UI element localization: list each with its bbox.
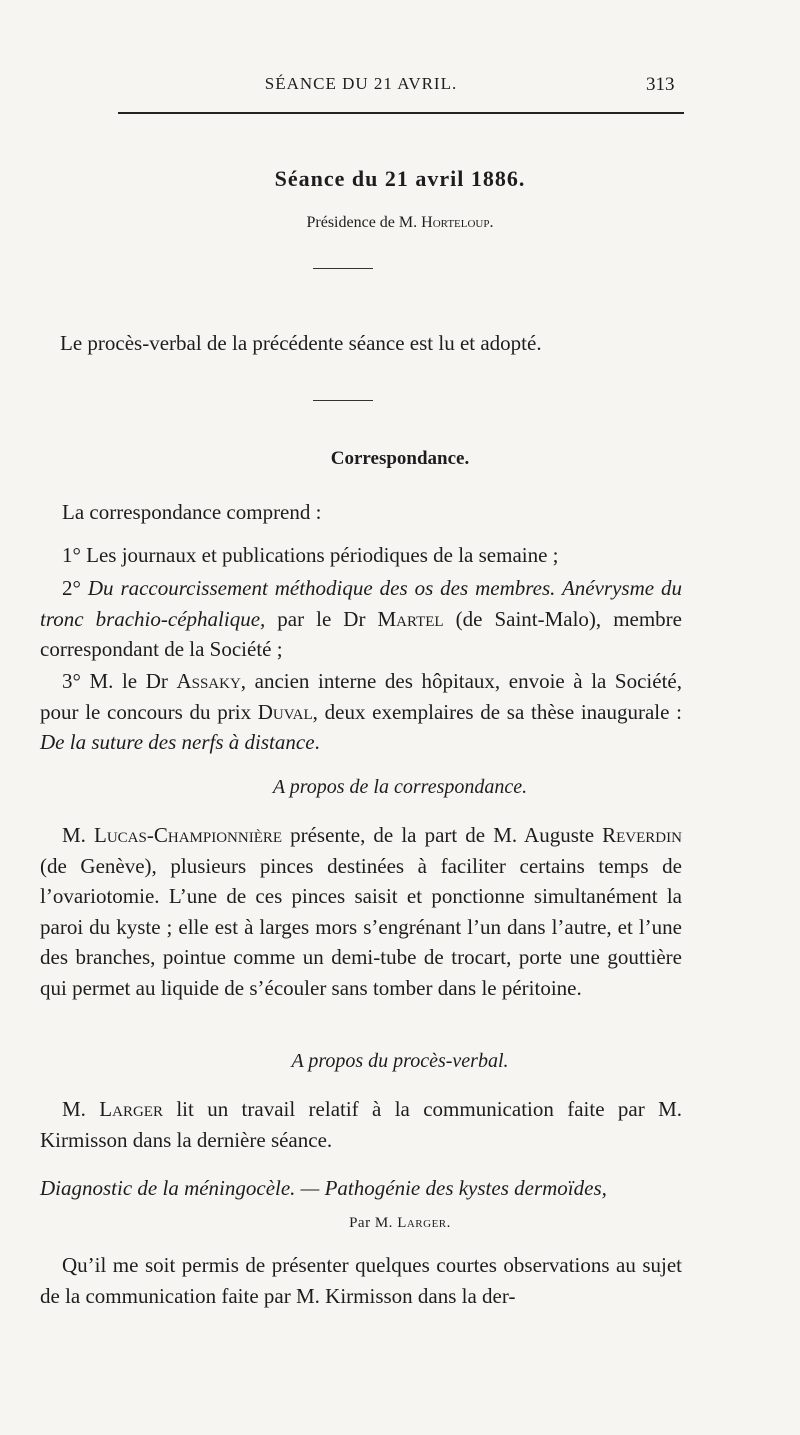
correspondance-intro: La correspondance comprend : — [62, 500, 322, 524]
item3-start: 3° M. le Dr — [62, 669, 177, 693]
correspondance-item-1: 1° Les journaux et publications périodiques de la semaine ; — [62, 543, 559, 567]
ap-name-1: Lucas-Championnière — [94, 823, 283, 847]
correspondance-item-2 — [40, 573, 682, 665]
item3-mid2: , deux exemplaires de sa thèse inaugurale : — [312, 699, 682, 724]
item2-by: par le Dr — [265, 606, 378, 631]
a-propos-proces-verbal-heading: A propos du procès-verbal. — [291, 1050, 509, 1072]
diagnostic-title: Diagnostic de la méningocèle. — Pathogénie des kystes dermoïdes, — [40, 1176, 607, 1200]
diagnostic-byline — [40, 1215, 760, 1232]
item3-thesis: De la suture des nerfs à distance — [40, 730, 315, 754]
presidence-line — [40, 214, 760, 232]
item3-end: . — [314, 730, 320, 754]
ap-start: M. — [62, 823, 95, 847]
a-propos-proces-verbal-paragraph — [40, 1094, 682, 1155]
seance-title: Séance du 21 avril 1886. — [274, 166, 526, 191]
correspondance-item-3 — [40, 666, 682, 758]
byline-suffix: . — [446, 1215, 451, 1231]
item3-mid: , ancien interne des hôpitaux, envoie à la Société, pour le concours du prix — [40, 669, 682, 724]
ap-rest: (de Genève), plusieurs pinces destinées à faciliter certains temps de l’ovariotomie. L’une de ces pinces saisit et ponctionne simultanément la paroi du kyste ; elle est à larges mors s’engrénant l’un dans l’autre, et l’une des branches, pointue comme un demi-tube de trocart, porte une gouttière qui permet au liquide de s’écouler sans tomber dans le péritoine. — [40, 853, 682, 1000]
byline-name: Larger — [397, 1215, 447, 1231]
page-number: 313 — [646, 74, 675, 95]
ap-mid: présente, de la part de M. Auguste — [282, 823, 603, 847]
presidence-suffix: . — [489, 214, 494, 231]
running-header: SÉANCE DU 21 AVRIL. — [264, 74, 458, 93]
proces-verbal-paragraph: Le procès-verbal de la précédente séance est lu et adopté. — [60, 331, 542, 355]
apv-rest: lit un travail relatif à la communication faite par M. Kirmisson dans la dernière séance. — [40, 1097, 682, 1152]
header-rule — [118, 112, 684, 114]
item2-author: Martel — [377, 606, 444, 631]
diagnostic-paragraph: Qu’il me soit permis de présenter quelques courtes observations au sujet de la communication faite par M. Kirmisson dans la der- — [40, 1253, 682, 1308]
separator-rule — [313, 268, 373, 269]
separator-rule — [313, 400, 373, 401]
item2-number: 2° — [62, 576, 88, 600]
apv-start: M. — [62, 1097, 100, 1121]
item3-name: Assaky — [176, 669, 241, 693]
item2-title: Du raccourcissement méthodique des os des membres. Anévrysme du tronc brachio-céphalique, — [40, 576, 682, 631]
apv-name: Larger — [99, 1097, 163, 1121]
president-name: Horteloup — [421, 214, 490, 231]
correspondance-heading: Correspondance. — [330, 448, 470, 469]
a-propos-correspondance-paragraph — [40, 820, 682, 1003]
a-propos-correspondance-heading: A propos de la correspondance. — [272, 776, 528, 798]
byline-prefix: Par M. — [349, 1215, 398, 1231]
item2-rest: (de Saint-Malo), membre correspondant de la Société ; — [40, 606, 682, 661]
ap-name-2: Reverdin — [602, 823, 682, 847]
presidence-prefix: Présidence de M. — [306, 214, 422, 231]
item3-prize: Duval — [257, 699, 313, 724]
